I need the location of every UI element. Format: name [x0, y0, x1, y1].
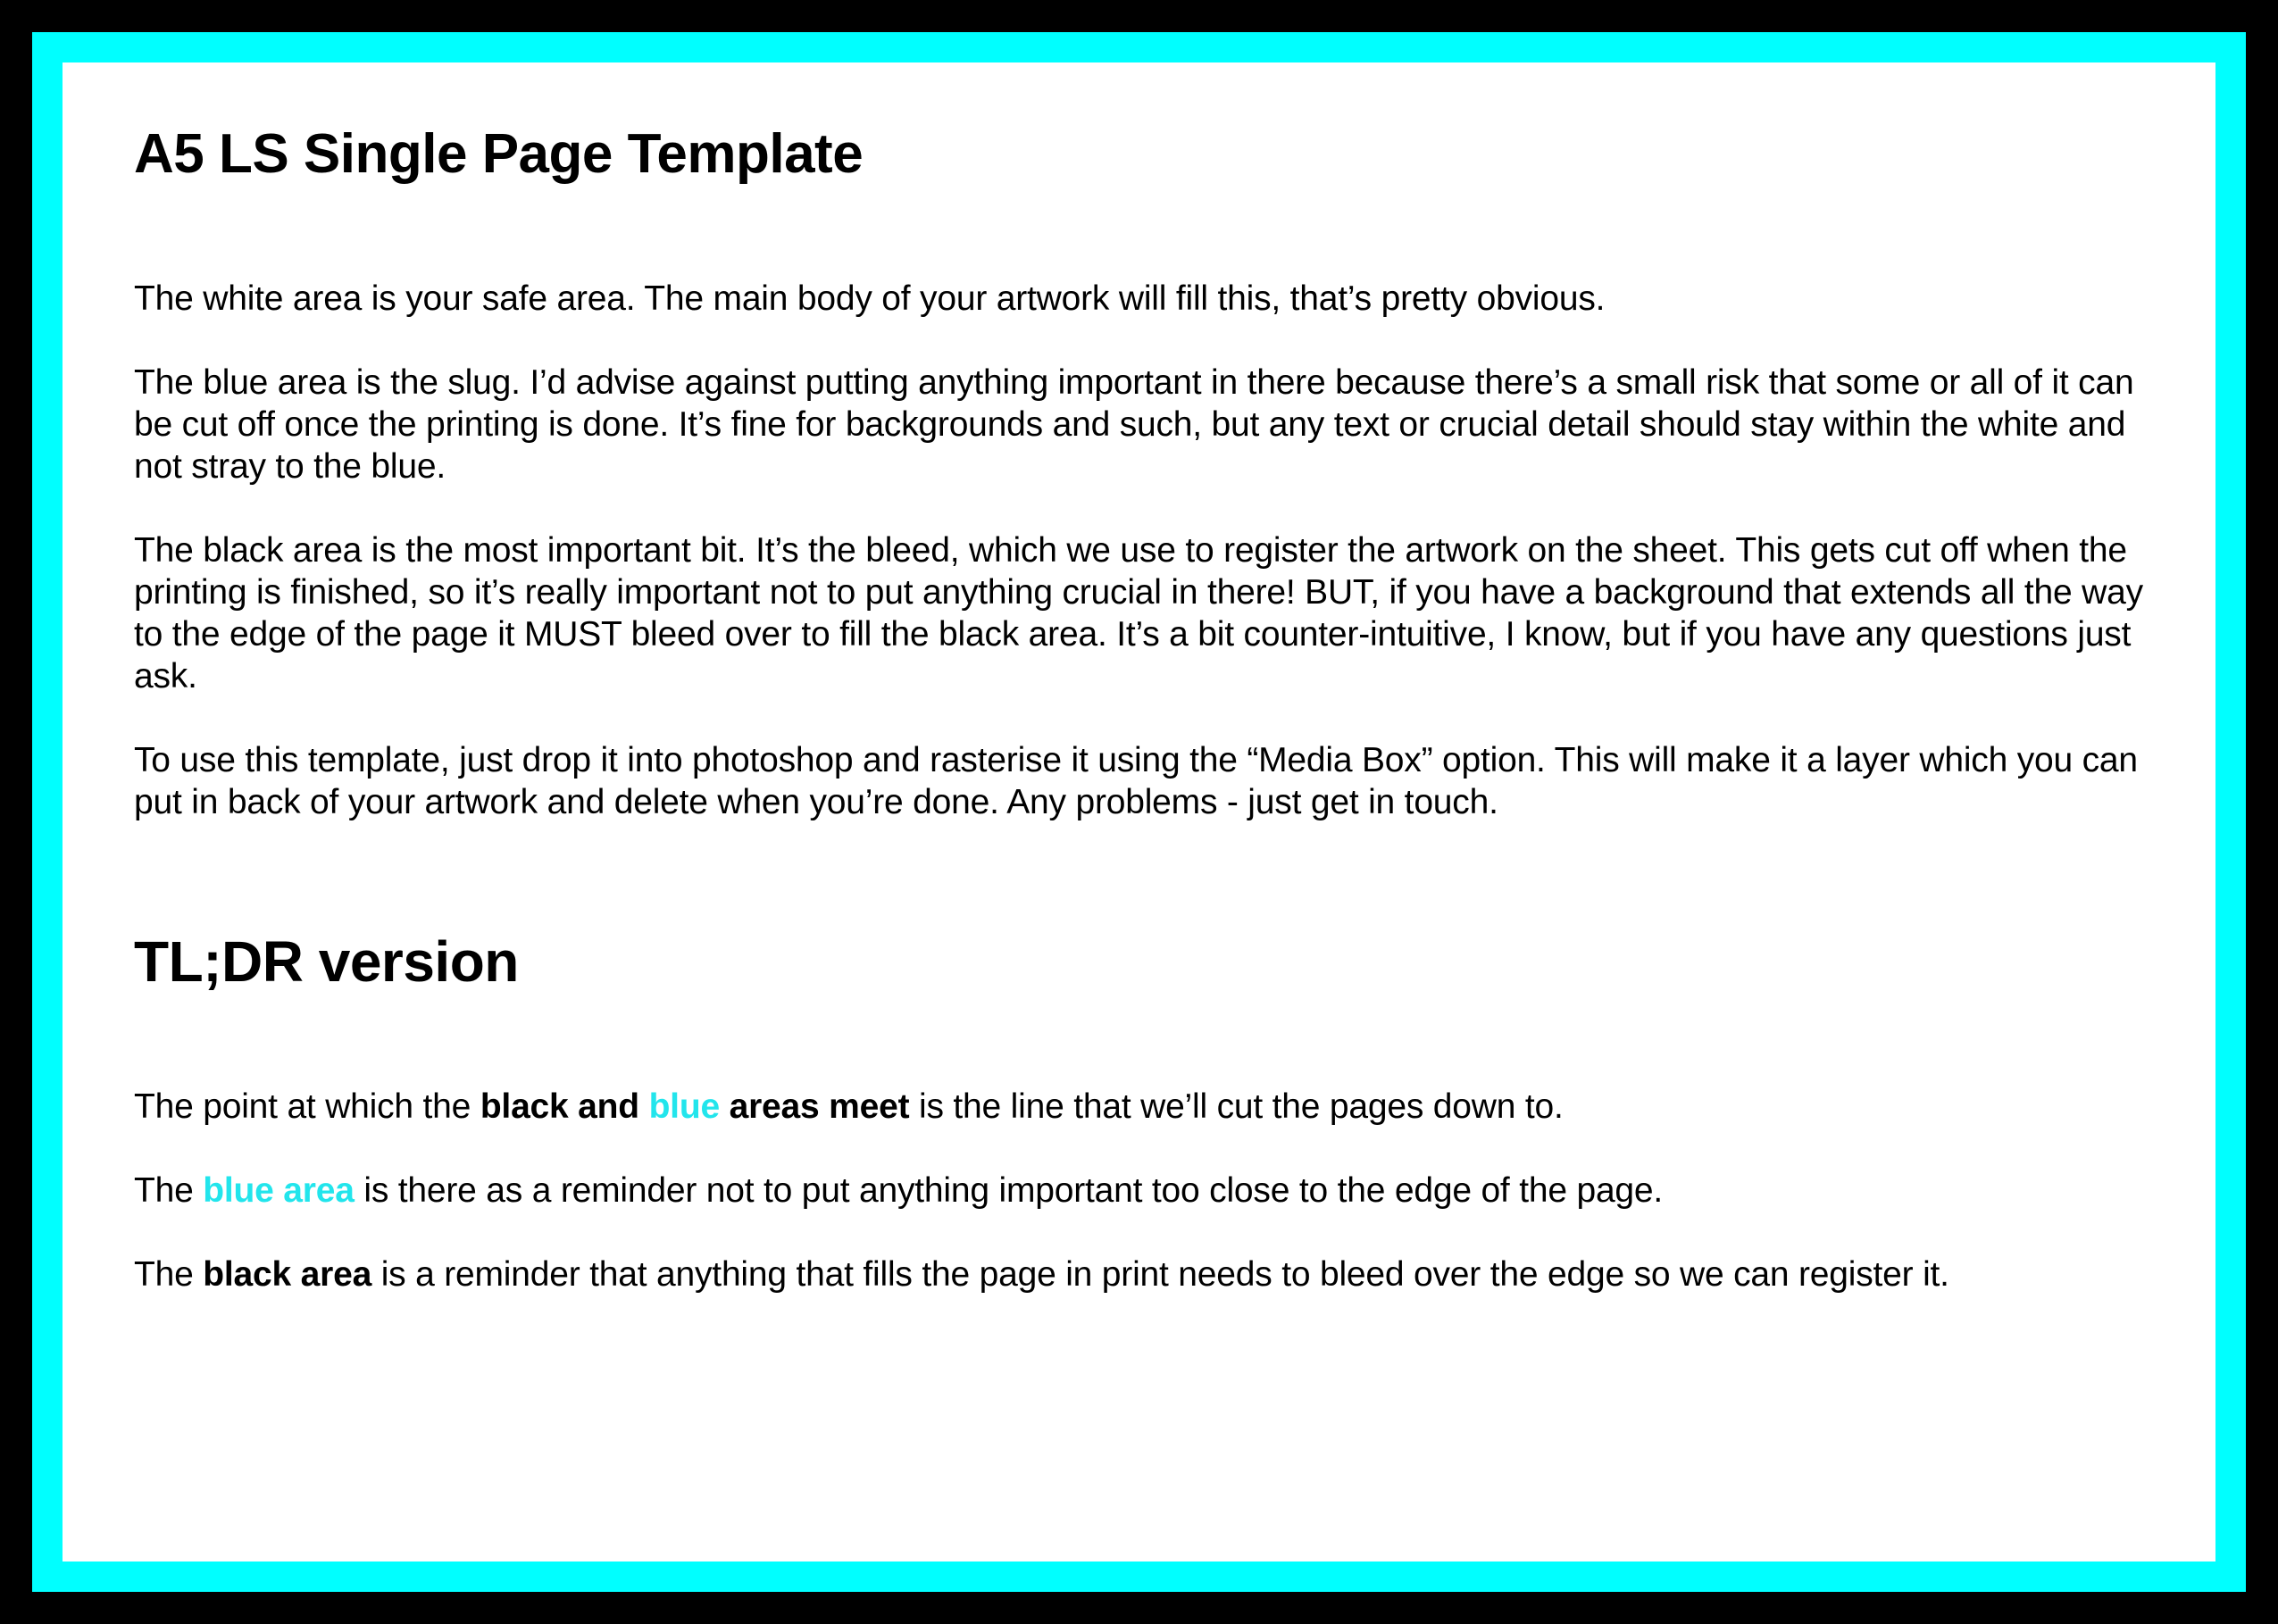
tldr-line-black-post: is a reminder that anything that fills the page in print needs to bleed over the edge so we can register it. — [371, 1255, 1949, 1294]
tldr-line-cut — [134, 1086, 2143, 1128]
tldr-line-cut-bold-black: black and — [480, 1087, 649, 1126]
tldr-line-blue-post: is there as a reminder not to put anything important too close to the edge of the page. — [354, 1171, 1664, 1210]
bleed-paragraph: The black area is the most important bit. It’s the bleed, which we use to register the artwork on the sheet. This gets cut off when the printing is finished, so it’s really important not to put anything crucial in there! BUT, if you have a background that extends all the way to the edge of the page it MUST bleed over to fill the black area. It’s a bit counter-intuitive, I know, but if you have any questions just ask. — [134, 531, 2143, 695]
tldr-line-black — [134, 1253, 2143, 1295]
tldr-line-black-pre: The — [134, 1255, 204, 1294]
tldr-line-black-area: black area — [203, 1255, 372, 1294]
tldr-line-blue-area: blue area — [203, 1171, 355, 1210]
safe-area-paragraph: The white area is your safe area. The main body of your artwork will fill this, that’s pretty obvious. — [134, 279, 1606, 318]
tldr-heading: TL;DR version — [134, 929, 519, 994]
tldr-line-cut-blue: blue — [648, 1087, 720, 1126]
tldr-line-blue — [134, 1170, 2143, 1212]
page-title: A5 LS Single Page Template — [134, 123, 864, 185]
usage-paragraph: To use this template, just drop it into photoshop and rasterise it using the “Media Box” option. This will make it a layer which you can put in back of your artwork and delete when you’re done. Any problems - just get in touch. — [134, 741, 2138, 821]
slug-paragraph: The blue area is the slug. I’d advise against putting anything important in there because there’s a small risk that some or all of it can be cut off once the printing is done. It’s fine for backgrounds and such, but any text or crucial detail should stay within the white and not stray to the blue. — [134, 363, 2134, 486]
tldr-line-cut-post: is the line that we’ll cut the pages down to. — [909, 1087, 1564, 1126]
template-content — [134, 118, 2143, 1295]
tldr-line-blue-pre: The — [134, 1171, 204, 1210]
tldr-line-cut-bold-meet: areas meet — [719, 1087, 910, 1126]
tldr-line-cut-pre: The point at which the — [134, 1087, 480, 1126]
